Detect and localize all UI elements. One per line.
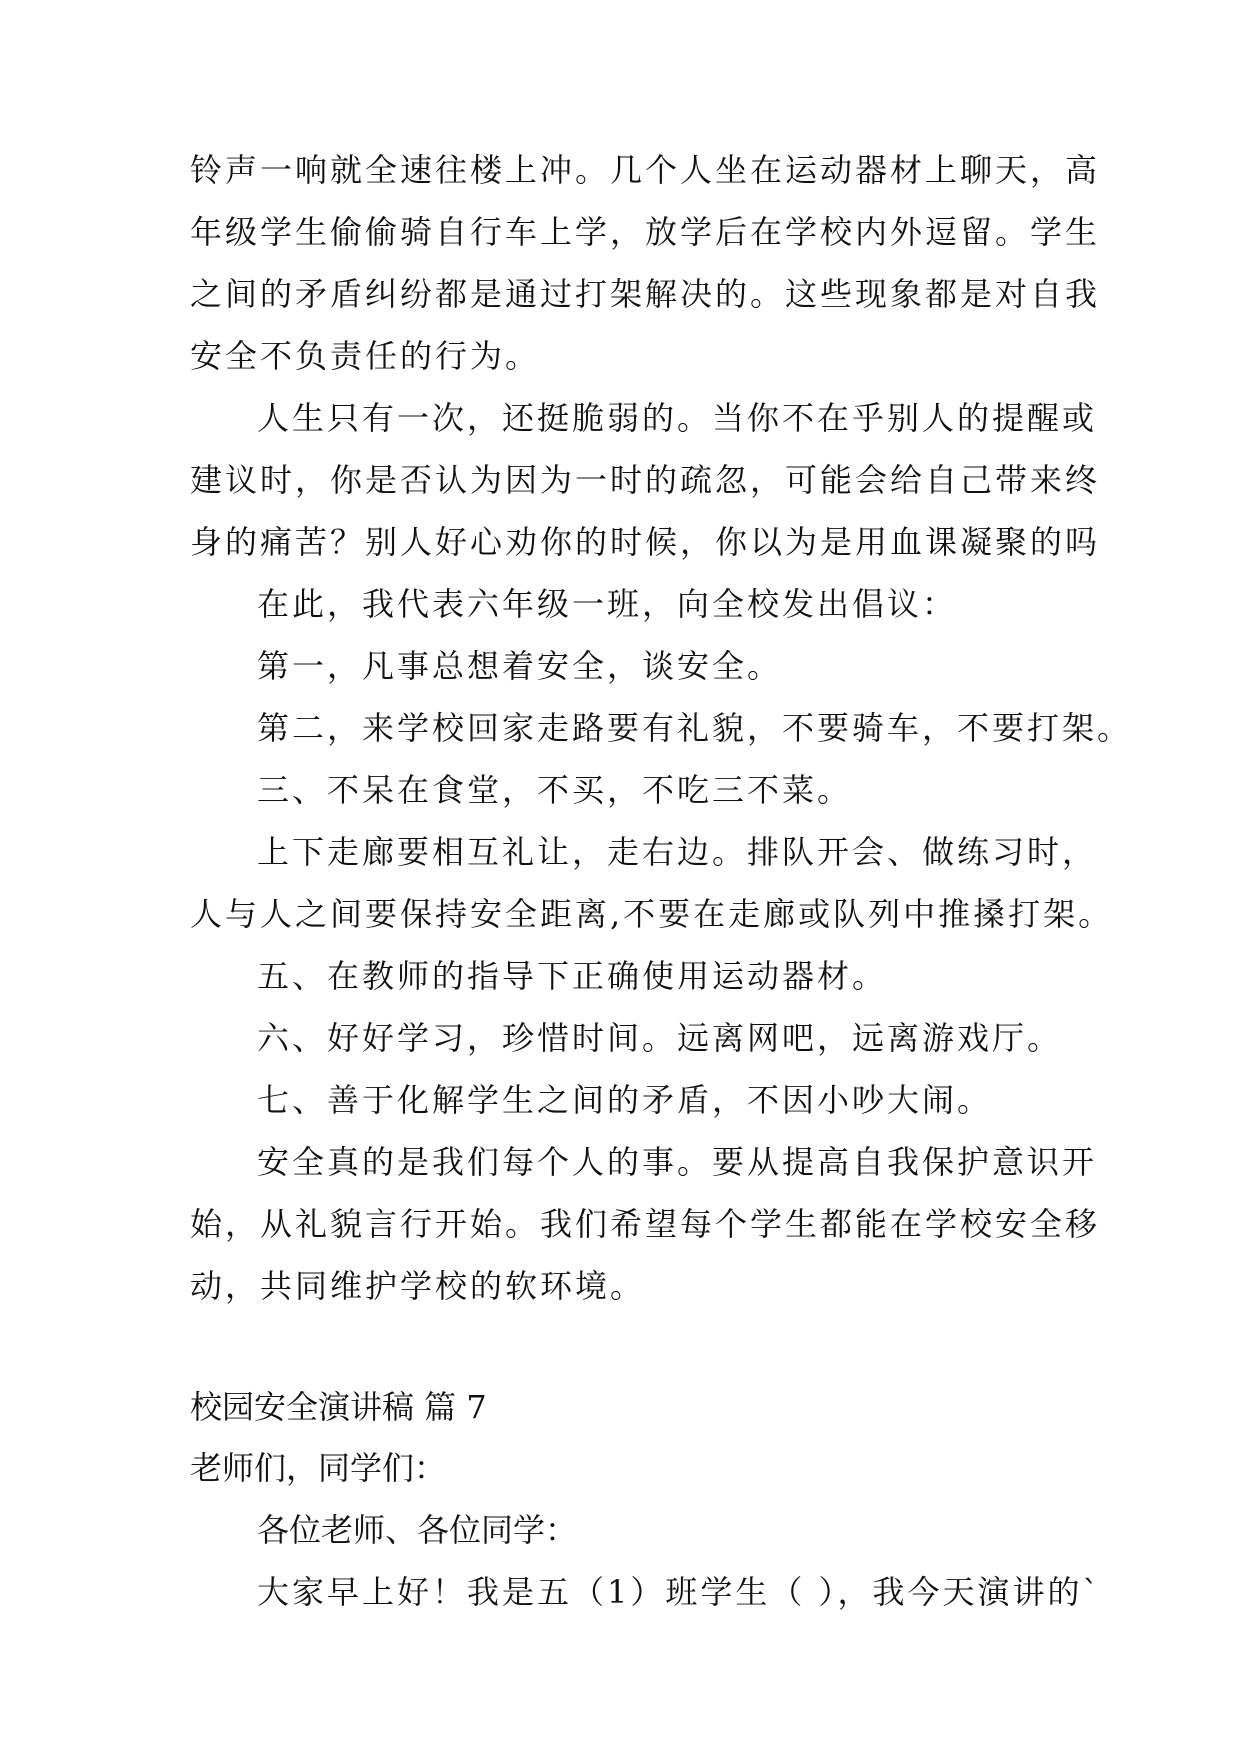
proposal-item-3: 三、不呆在食堂，不买，不吃三不菜。 <box>257 771 853 809</box>
speech-opening: 大家早上好！我是五（1）班学生（ ），我今天演讲的` <box>257 1573 1102 1611</box>
salutation-2: 各位老师、各位同学： <box>257 1511 578 1549</box>
proposal-item-5: 五、在教师的指导下正确使用运动器材。 <box>257 957 888 995</box>
closing-line-3: 动，共同维护学校的软环境。 <box>190 1267 646 1305</box>
paragraph-1-line-4: 安全不负责任的行为。 <box>190 337 541 375</box>
proposal-item-4-line-2: 人与人之间要保持安全距离,不要在走廊或队列中推搡打架。 <box>190 895 1114 933</box>
proposal-item-7: 七、善于化解学生之间的矛盾，不因小吵大闹。 <box>257 1081 993 1119</box>
paragraph-1-line-3: 之间的矛盾纠纷都是通过打架解决的。这些现象都是对自我 <box>190 275 1101 313</box>
closing-line-2: 始，从礼貌言行开始。我们希望每个学生都能在学校安全移 <box>190 1205 1101 1243</box>
proposal-item-2: 第二，来学校回家走路要有礼貌，不要骑车，不要打架。 <box>257 709 1133 747</box>
proposal-item-6: 六、好好学习，珍惜时间。远离网吧，远离游戏厅。 <box>257 1019 1063 1057</box>
paragraph-1-line-1: 铃声一响就全速往楼上冲。几个人坐在运动器材上聊天，高 <box>190 151 1101 189</box>
proposal-intro: 在此，我代表六年级一班，向全校发出倡议： <box>257 585 958 623</box>
paragraph-2-line-3: 身的痛苦？别人好心劝你的时候，你以为是用血课凝聚的吗 <box>190 523 1101 561</box>
salutation-1: 老师们，同学们： <box>190 1449 447 1487</box>
paragraph-2-line-2: 建议时，你是否认为因为一时的疏忽，可能会给自己带来终 <box>190 461 1101 499</box>
closing-line-1: 安全真的是我们每个人的事。要从提高自我保护意识开 <box>257 1143 1098 1181</box>
paragraph-2-line-1: 人生只有一次，还挺脆弱的。当你不在乎别人的提醒或 <box>257 399 1098 437</box>
proposal-item-1: 第一，凡事总想着安全，谈安全。 <box>257 647 783 685</box>
proposal-item-4-line-1: 上下走廊要相互礼让，走右边。排队开会、做练习时， <box>257 833 1098 871</box>
section-title: 校园安全演讲稿 篇 7 <box>190 1388 487 1426</box>
paragraph-1-line-2: 年级学生偷偷骑自行车上学，放学后在学校内外逗留。学生 <box>190 213 1101 251</box>
